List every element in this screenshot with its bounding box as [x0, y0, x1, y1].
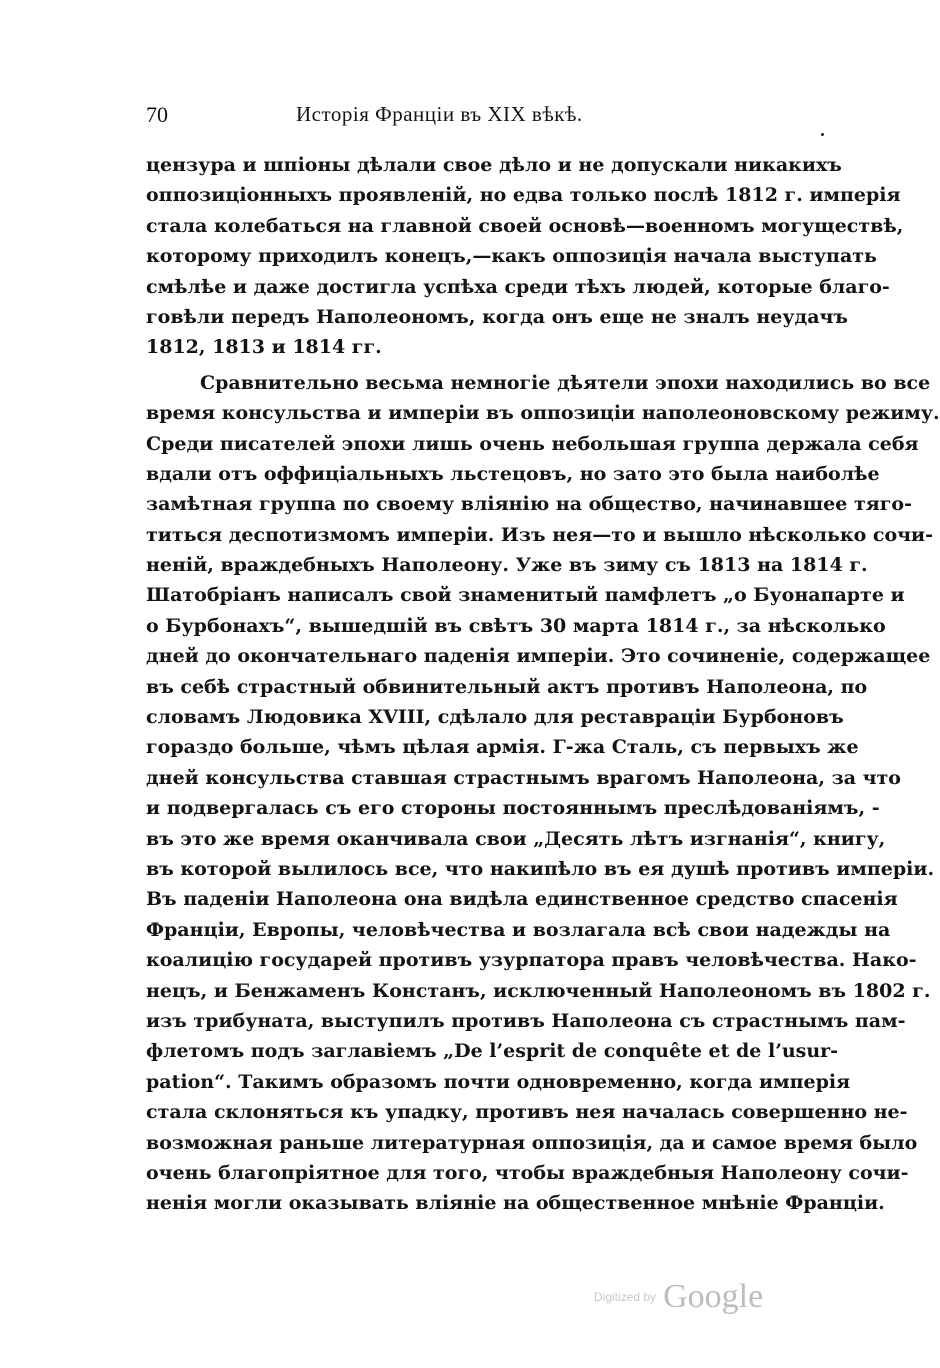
- text-line: нецъ, и Бенжаменъ Констанъ, исключенный Наполеономъ въ 1802 г.: [146, 979, 931, 1002]
- text-line: неній, враждебныхъ Наполеону. Уже въ зиму съ 1813 на 1814 г.: [146, 554, 868, 577]
- digitized-watermark: [594, 1278, 763, 1318]
- text-line: ненія могли оказывать вліяніе на общественное мнѣніе Франціи.: [146, 1192, 885, 1215]
- text-line: вдали отъ оффиціальныхъ льстецовъ, но зато это была наиболѣе: [146, 462, 880, 485]
- page-header: [146, 102, 748, 132]
- text-line: возможная раньше литературная оппозиція, да и самое время было: [146, 1131, 918, 1154]
- text-line: 1812, 1813 и 1814 гг.: [146, 336, 382, 359]
- text-line: Сравнительно весьма немногіе дѣятели эпохи находились во все: [200, 371, 931, 394]
- margin-speck: [821, 133, 824, 136]
- paragraph-1: [146, 150, 904, 363]
- text-line: смѣлѣе и даже достигла успѣха среди тѣхъ людей, которые благо-: [146, 275, 890, 298]
- text-line: въ которой вылилось все, что накипѣло въ ея душѣ противъ имперіи.: [146, 857, 935, 880]
- text-line: говѣли передъ Наполеономъ, когда онъ еще не зналъ неудачъ: [146, 305, 848, 328]
- text-line: Шатобріанъ написалъ свой знаменитый памфлетъ „о Буонапарте и: [146, 584, 905, 607]
- text-line: дней консульства ставшая страстнымъ врагомъ Наполеона, за что: [146, 766, 901, 789]
- page-number: 70: [146, 102, 168, 127]
- body-text: [146, 150, 940, 1219]
- google-logo: Google: [663, 1278, 764, 1315]
- text-line: изъ трибуната, выступилъ противъ Наполеона съ страстнымъ пам-: [146, 1009, 906, 1032]
- text-line: оппозиціонныхъ проявленій, но едва только послѣ 1812 г. имперія: [146, 184, 901, 207]
- paragraph-2: [146, 368, 940, 1219]
- running-head: Исторія Франціи въ XIX вѣкѣ.: [296, 102, 583, 126]
- text-line: цензура и шпіоны дѣлали свое дѣло и не допускали никакихъ: [146, 154, 842, 176]
- text-line: словамъ Людовика XVIII, сдѣлало для реставраціи Бурбоновъ: [146, 706, 844, 729]
- text-line: въ себѣ страстный обвинительный актъ противъ Наполеона, по: [146, 675, 868, 698]
- text-line: гораздо больше, чѣмъ цѣлая армія. Г-жа Сталь, съ первыхъ же: [146, 736, 859, 759]
- text-line: очень благопріятное для того, чтобы враждебныя Наполеону сочи-: [146, 1161, 909, 1184]
- text-line: Среди писателей эпохи лишь очень небольшая группа держала себя: [146, 432, 919, 455]
- text-line: Въ паденіи Наполеона она видѣла единственное средство спасенія: [146, 888, 898, 911]
- text-line: стала склоняться къ упадку, противъ нея началась совершенно не-: [146, 1101, 908, 1124]
- text-line: въ это же время оканчивала свои „Десять лѣтъ изгнанія“, книгу,: [146, 827, 886, 850]
- text-line: стала колебаться на главной своей основѣ—военномъ могуществѣ,: [146, 214, 904, 237]
- text-line: замѣтная группа по своему вліянію на общество, начинавшее тяго-: [146, 493, 912, 516]
- text-line: коалицію государей противъ узурпатора правъ человѣчества. Нако-: [146, 949, 917, 972]
- text-line: которому приходилъ конецъ,—какъ оппозиція начала выступать: [146, 245, 877, 268]
- text-line: время консульства и имперіи въ оппозиціи наполеоновскому режиму.: [146, 402, 940, 425]
- text-line: и подвергалась съ его стороны постояннымъ преслѣдованіямъ, -: [146, 797, 880, 820]
- text-line: о Бурбонахъ“, вышедшій въ свѣтъ 30 марта 1814 г., за нѣсколько: [146, 614, 886, 637]
- watermark-prefix: Digitized by: [594, 1290, 657, 1304]
- text-line: дней до окончательнаго паденія имперіи. Это сочиненіе, содержащее: [146, 645, 931, 668]
- text-line: Франціи, Европы, человѣчества и возлагала всѣ свои надежды на: [146, 918, 891, 941]
- text-line: титься деспотизмомъ имперіи. Изъ нея—то и вышло нѣсколько сочи-: [146, 523, 934, 546]
- text-line: флетомъ подъ заглавіемъ „De l’esprit de conquête et de l’usur-: [146, 1040, 839, 1063]
- text-line: pation“. Такимъ образомъ почти одновременно, когда имперія: [146, 1070, 851, 1093]
